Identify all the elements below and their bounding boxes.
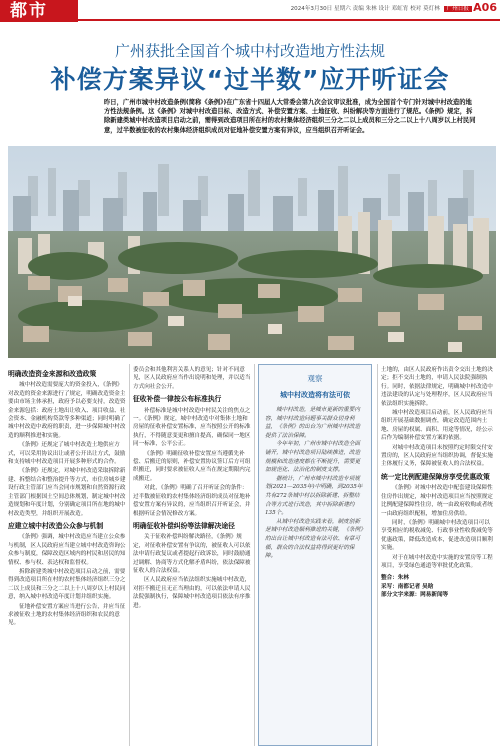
paper-badge: 广州日报 <box>444 6 472 12</box>
article-column-4 <box>381 366 493 600</box>
source-credit: 部分文字来源：网易新闻等 <box>381 592 449 599</box>
paragraph: 土地的，由区人民政府作出责令交出土地的决定；拒不交出土地的，申请人民法院强制执行。同时，依据法律规定，明确城中村改造中违法建设的认定与处理程序，区人民政府应当依法组织实施拆除。 <box>381 367 493 407</box>
column-divider <box>129 364 130 746</box>
section-tag: 都市 <box>0 0 78 22</box>
paragraph: 从城中村改造实践来看，制度创新是城中村改造顺利推进的关键，《条例》的出台让城中村改造有法可依、有章可循，群众的合法权益将得到更好的保障。 <box>265 518 363 560</box>
paragraph: 《条例》还规定，对城中村改造采取拆除新建、拆整结合和整治提升等方式，市住房城乡建设行政主管部门应当会同市规划和自然资源行政主管部门根据国土空间总体规划，制定城中村改造规划和年度计划，分别确定项目所在地的城中村改造类型，并组织开展改造。 <box>8 468 126 517</box>
paragraph: 对于在城中村改造中实施的安置房等工程项目，享受绿色通道等审批优化政策。 <box>381 554 493 569</box>
reporter-credit: 采写：南都记者 吴晗 <box>381 583 434 590</box>
city-photo-illustration <box>8 146 496 358</box>
paragraph: 关于征收补偿纠纷解决路径，《条例》规定，对征收补偿安置有争议的，被征收人可以依法申请行政复议或者提起行政诉讼，同时鼓励通过调解、协商等方式化解矛盾纠纷，依法保障被征收人的合法权益。 <box>133 534 251 574</box>
paragraph: 区人民政府应当依法组织实施城中村改造，对拒不搬迁且无正当理由的，可以依法申请人民法院强制执行，保障城中村改造项目依法有序推进。 <box>133 577 251 609</box>
paragraph: 城中村改造，是城市更新的重要内容，城中村改造问题事关群众切身利益，《条例》的出台为广州城中村改造提供了法治保障。 <box>265 407 361 439</box>
paragraph: 《条例》还规定了城中村改造土地供应方式，可以采用协议出让或者公开出让方式，鼓励和支持城中村改造项目开展多种形式的合作。 <box>8 442 126 466</box>
paragraph: 《条例》明确征收补偿安置应当遵循先补偿、后搬迁的原则，补偿安置协议签订后方可组织搬迁，同时要求被征收人应当在规定期限内完成搬迁。 <box>133 450 251 482</box>
kicker: 广州获批全国首个城中村改造地方性法规 <box>114 42 385 60</box>
paragraph: 拆除新建类城中村改造项目启动之前，需要得到改造项目所在村的农村集体经济组织三分之二以上成员和三分之二以上十八周岁以上村民同意，纳入城中村改造年度计划并组织实施。 <box>8 568 126 601</box>
paragraph: 城中村改造项目启动前，区人民政府应当组织开展基础数据调查，确定改造范围内土地、房屋的权属、面积、用途等情况，经公示后作为编制补偿安置方案的依据。 <box>381 410 493 442</box>
paragraph: 城中村改造需要庞大的资金投入，《条例》对改造的资金来源进行了规定，明确改造资金主要由市场主体承担，政府予以必要支持，改造资金来源包括：政府土地出让收入、项目收益、社会资本、金融机构贷款等多种渠道；同时明确了城中村改造中政府的职责，进一步保障城中村改造的顺利推进和实施。 <box>8 382 126 439</box>
aerial-city-photo <box>8 146 496 358</box>
column-divider <box>254 364 255 746</box>
editor-credit: 整合：朱林 <box>381 575 409 582</box>
headline: 补偿方案异议“过半数”应开听证会 <box>50 65 450 94</box>
masthead <box>0 0 500 22</box>
paragraph: 同时，《条例》明确城中村改造项目可以享受相应的税收减免、行政事业性收费减免等优惠政策，降低改造成本，促进改造项目顺利实施。 <box>381 519 493 552</box>
page-number: A06 <box>473 1 497 14</box>
paragraph: 征地补偿安置方案应当进行公告，并应当征求被征收土地的农村集体经济组织和农民的意见。 <box>8 603 126 627</box>
subhead-dispute: 明确征收补偿纠纷等法律解决途径 <box>133 521 235 530</box>
date-line-text: 2024年3月30日 星期六 责编 朱林 设计 邓虹宵 校对 莫灯林 <box>290 6 440 12</box>
column-divider <box>377 364 378 746</box>
observation-label: 观察 <box>307 374 323 383</box>
subhead-compensation: 征收补偿一律按公布标准执行 <box>133 395 222 404</box>
paragraph: 今年年初，广州市城中村改造全面铺开，城中村改造项目陆续推进，改造规模和改造速度都在不断提升，需要更加规范化、法治化的制度支撑。 <box>265 441 361 474</box>
top-rule <box>78 19 500 21</box>
paragraph: 委员会和其他利害关系人的意见；针对不同意见，区人民政府应当作出说明和处理，并以适当方式向社会公开。 <box>133 367 251 390</box>
credits <box>381 574 493 599</box>
article-column-2 <box>133 366 251 611</box>
subhead-participation: 应建立城中村改造公众参与机制 <box>8 521 104 530</box>
paragraph: 《条例》强调，城中村改造应当建立公众参与机制，区人民政府应当建立城中村改造咨询公众参与制度，保障改造区域内的村民和居民的知情权、参与权、表达权和监督权。 <box>8 534 126 566</box>
paragraph: 《条例》对城中村改造中配套建设保障性住房作出规定，城中村改造项目应当按照规定比例配建保障性住房，统一由政府收购或者统一由政府组织配租，增加住房供给。 <box>381 485 493 517</box>
article-column-1 <box>8 366 126 629</box>
observation-body <box>259 406 371 561</box>
date-line <box>291 4 472 12</box>
subhead-housing: 统一定比例配建保障房享受优惠政策 <box>381 472 490 481</box>
paragraph: 补偿标准是城中村改造中村民关注的焦点之一。《条例》规定，城中村改造中对集体土地和房屋的征收补偿安置标准，应当按照公开的标准执行，不得随意变更和擅自提高，确保同一地区同一标准，公平公正。 <box>133 407 251 448</box>
observation-title: 城中村改造将有法可依 <box>280 391 350 399</box>
subhead-funding: 明确改造资金来源和改造政策 <box>8 370 97 378</box>
observation-box <box>258 364 372 746</box>
paragraph: 据统计，广州市城中村改造专项规划(2021—2035年)中明确，到2035年共有272条城中村以拆除新建、拆整结合等方式进行改造，其中拆除新建约135个。 <box>265 475 363 517</box>
paragraph: 对城中村改造项目未按照约定时限交付安置房的，区人民政府应当组织协调，督促实施主体履行义务，保障被征收人的合法权益。 <box>381 444 493 468</box>
lead-paragraph: 昨日，广州市城中村改造条例(简称《条例》)在广东省十四届人大常委会第九次会议审议批准，成为全国首个专门针对城中村改造的地方性法规条例。这《条例》对城中村改造目标、改造方式、补偿安置方案、土地征收、纠纷解决等方面进行了规范。《条例》规定，拆除新建类城中村改造项目启动之前，需得到改造项目所在村的农村集体经济组织三分之二以上成员和三分之二以上十八周岁以上村民同意，过半数被征收的农村集体经济组织成员对征地补偿安置方案有异议，应当组织召开听证会。 <box>104 99 476 134</box>
paragraph: 对此，《条例》明确了召开听证会的条件：过半数被征收的农村集体经济组织成员对征地补偿安置方案有异议的，应当组织召开听证会，并根据听证会情况修改方案。 <box>133 485 251 517</box>
